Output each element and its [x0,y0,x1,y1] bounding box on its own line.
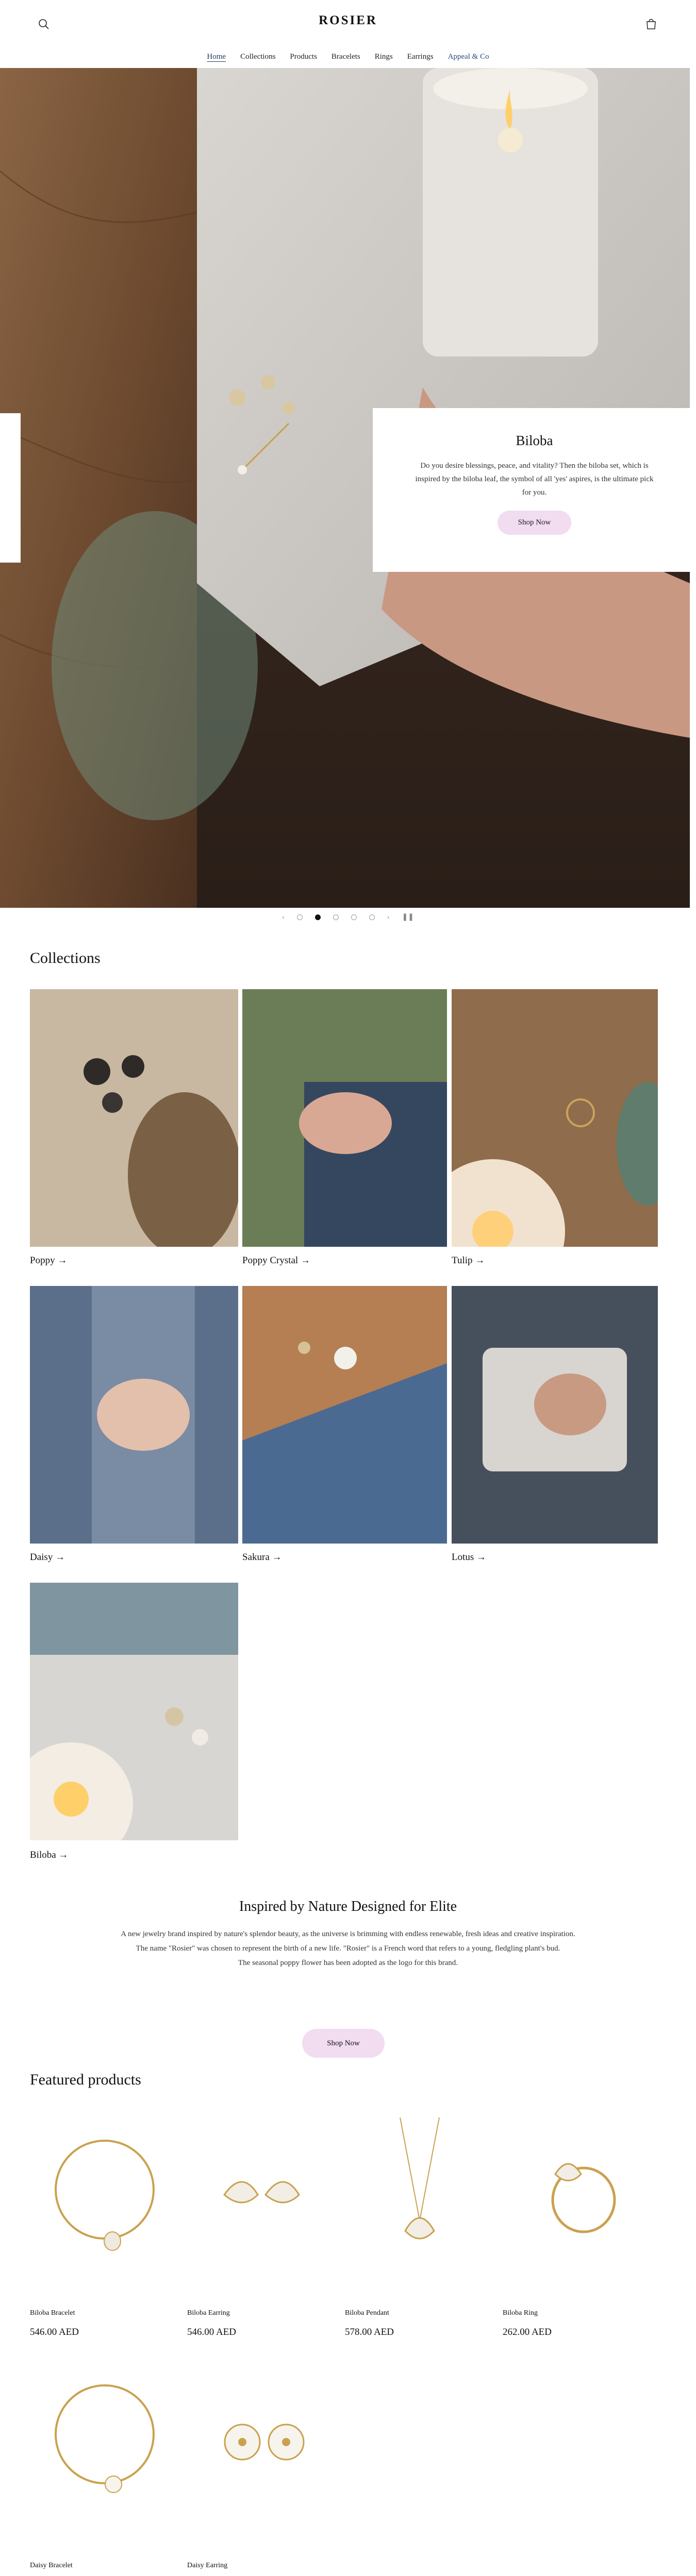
product-name[interactable]: Biloba Bracelet [30,2309,75,2317]
prev-slide-icon[interactable]: ‹ [282,913,285,921]
nav-bracelets[interactable]: Bracelets [331,53,360,61]
product-name[interactable]: Daisy Earring [187,2562,228,2569]
hero-text: Do you desire blessings, peace, and vitality? Then the biloba set, which is inspired by the biloba leaf, the symbol of all 'yes' aspires, is the ultimate pick for you. [415,462,654,497]
nav-collections[interactable]: Collections [240,53,276,61]
slide-dot[interactable] [333,914,339,920]
product-name[interactable]: Daisy Bracelet [30,2562,73,2569]
collection-label-daisy[interactable]: Daisy → [30,1552,65,1563]
collection-label-lotus[interactable]: Lotus → [452,1552,487,1563]
product-name[interactable]: Biloba Earring [187,2309,230,2317]
site-logo[interactable]: ROSIER [319,13,377,27]
product-image-biloba-bracelet[interactable] [36,2117,173,2255]
hero-slideshow [0,68,690,908]
collection-label-sakura[interactable]: Sakura → [242,1552,282,1563]
product-image-daisy-bracelet[interactable] [36,2370,173,2507]
product-name[interactable]: Biloba Pendant [345,2309,389,2317]
hero-shop-now-button[interactable]: Shop Now [498,511,572,535]
nav-home[interactable]: Home [207,53,226,61]
about-shop-now-button[interactable]: Shop Now [302,2029,385,2058]
nav-appeal[interactable]: Appeal & Co [448,53,489,61]
site-header [0,0,696,66]
featured-title: Featured products [30,2071,141,2088]
collection-image-daisy[interactable] [30,1286,238,1544]
collection-label-biloba[interactable]: Biloba → [30,1850,69,1860]
collection-image-lotus[interactable] [452,1286,658,1544]
about-paragraph: The seasonal poppy flower has been adopted as the logo for this brand. [238,1959,458,1967]
about-text [103,1927,593,1970]
product-price: 262.00 AED [503,2327,552,2337]
collections-title: Collections [30,950,101,967]
nav-products[interactable]: Products [290,53,317,61]
slide-dot[interactable] [369,914,375,920]
product-name[interactable]: Biloba Ring [503,2309,538,2317]
main-nav [0,53,696,61]
product-image-biloba-pendant[interactable] [351,2117,488,2255]
product-price: 578.00 AED [345,2327,394,2337]
nav-rings[interactable]: Rings [374,53,393,61]
slide-dot[interactable] [351,914,357,920]
collection-image-poppy-crystal[interactable] [242,989,447,1247]
about-paragraph: The name "Rosier" was chosen to represent the birth of a new life. "Rosier" is a French word that refers to a young, fledgling plant's bud. [136,1944,560,1953]
product-price: 546.00 AED [30,2327,79,2337]
about-title: Inspired by Nature Designed for Elite [239,1899,457,1914]
nav-earrings[interactable]: Earrings [407,53,434,61]
collection-label-tulip[interactable]: Tulip → [452,1255,485,1266]
collection-label-poppy[interactable]: Poppy → [30,1255,68,1266]
slideshow-controls [0,913,696,922]
product-image-biloba-ring[interactable] [509,2117,646,2255]
cart-icon[interactable] [645,18,657,30]
hero-title: Biloba [516,433,553,448]
hero-card [373,408,690,572]
collection-image-biloba[interactable] [30,1583,238,1840]
next-slide-icon[interactable]: › [387,913,390,921]
collection-label-poppy-crystal[interactable]: Poppy Crystal → [242,1255,310,1266]
product-price: 546.00 AED [187,2327,236,2337]
slide-dot[interactable] [315,914,321,920]
slide-dot[interactable] [297,914,303,920]
pause-icon[interactable]: ❚❚ [402,913,414,921]
collection-image-tulip[interactable] [452,989,658,1247]
product-image-biloba-earring[interactable] [193,2117,330,2255]
collection-image-sakura[interactable] [242,1286,447,1544]
product-image-daisy-earring[interactable] [193,2370,330,2507]
collection-image-poppy[interactable] [30,989,238,1247]
about-paragraph: A new jewelry brand inspired by nature's splendor beauty, as the universe is brimming with endless renewable, fresh ideas and creative inspiration. [121,1930,575,1938]
